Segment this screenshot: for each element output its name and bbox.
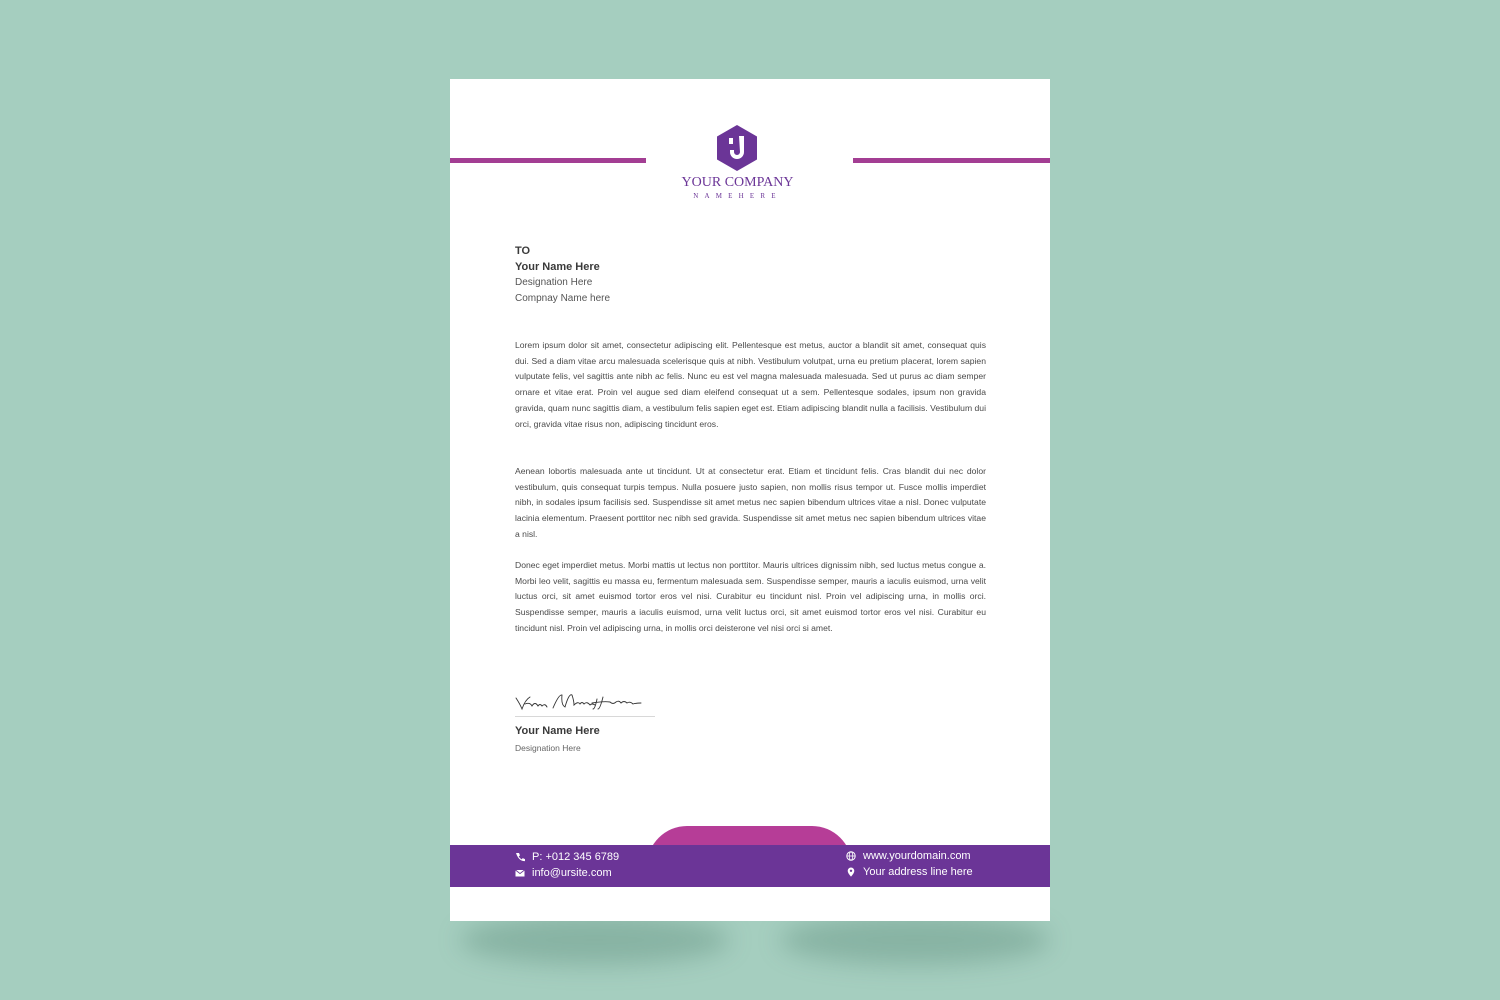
handwritten-signature [513, 689, 648, 715]
recipient-to-label: TO [515, 245, 531, 257]
page-shadow-left [460, 915, 730, 965]
header-rule-left [450, 158, 646, 163]
letterhead-page [450, 79, 1050, 921]
body-paragraph-2: Aenean lobortis malesuada ante ut tincidunt. Ut at consectetur erat. Etiam et tincidunt felis. Cras blandit dui nec dolor vestibulum, quis consequat turpis tempus. Nulla posuere justo sapien, non mollis risus tempor ut. Fusce mollis imperdiet nibh, in sodales ipsum facilisis sed. Suspendisse sit amet metus nec sapien bibendum ultrices vitae a nisl. Donec vulputate lacinia elementum. Praesent porttitor nec nibh sed gravida. Suspendisse sit amet metus nec sapien bibendum ultrices vitae a nisl. [515, 466, 986, 539]
footer-website [846, 850, 971, 862]
company-tagline: NAMEHERE [693, 192, 782, 200]
footer-phone [515, 851, 619, 863]
footer-email-text: info@ursite.com [532, 867, 612, 879]
footer-phone-text: P: +012 345 6789 [532, 851, 620, 863]
recipient-designation: Designation Here [515, 277, 593, 288]
footer-bar [450, 845, 1050, 887]
header-rule-right [853, 158, 1050, 163]
phone-icon [515, 852, 525, 862]
footer-address-text: Your address line here [863, 866, 973, 878]
footer-website-text: www.yourdomain.com [863, 850, 971, 862]
globe-icon [846, 851, 856, 861]
sender-designation: Designation Here [515, 743, 581, 753]
footer-address [846, 866, 973, 878]
location-pin-icon [846, 867, 856, 877]
recipient-company: Compnay Name here [515, 293, 611, 304]
body-paragraph-1: Lorem ipsum dolor sit amet, consectetur adipiscing elit. Pellentesque est metus, auctor a blandit sit amet, consequat quis dui. Sed a diam vitae arcu malesuada scelerisque quis at nibh. Vestibulum volutpat, urna eu pretium placerat, lorem sapien vulputate felis, vel sagittis ante nibh ac felis. Nunc eu est vel magna malesuada malesuada. Sed ut purus ac diam semper ornare et vitae erat. Proin vel augue sed diam eleifend consequat ut a sem. Pellentesque sodales, ipsum non gravida gravida, quam nunc sagittis diam, a vestibulum felis sapien eget est. Etiam adipiscing blandit nulla a facilisis. Vestibulum dui orci, gravida vitae risus non, adipiscing tincidunt eros. [515, 340, 986, 429]
company-logo-icon [715, 124, 759, 172]
mail-icon [515, 868, 525, 878]
sender-name: Your Name Here [515, 725, 600, 737]
body-paragraph-3: Donec eget imperdiet metus. Morbi mattis ut lectus non porttitor. Mauris ultrices dignissim nibh, sed luctus metus congue a. Morbi leo velit, sagittis eu massa eu, fermentum malesuada sem. Suspendisse semper, mauris a iaculis euismod, urna velit luctus orci, sit amet euismod tortor eros vel nisi. Curabitur eu tincidunt nisl. Proin vel adipiscing urna, in mollis orci. Suspendisse semper, mauris a iaculis euismod, urna velit luctus orci, sit amet euismod tortor eros vel nisi. Curabitur eu tincidunt nisl. Proin vel adipiscing urna, in mollis orci deisterone vel nisi orci si amet. [515, 560, 986, 633]
company-name: YOUR COMPANY [681, 175, 794, 190]
recipient-name: Your Name Here [515, 261, 600, 273]
footer-email [515, 867, 612, 879]
page-shadow-right [780, 915, 1050, 965]
signature-line [515, 716, 655, 717]
